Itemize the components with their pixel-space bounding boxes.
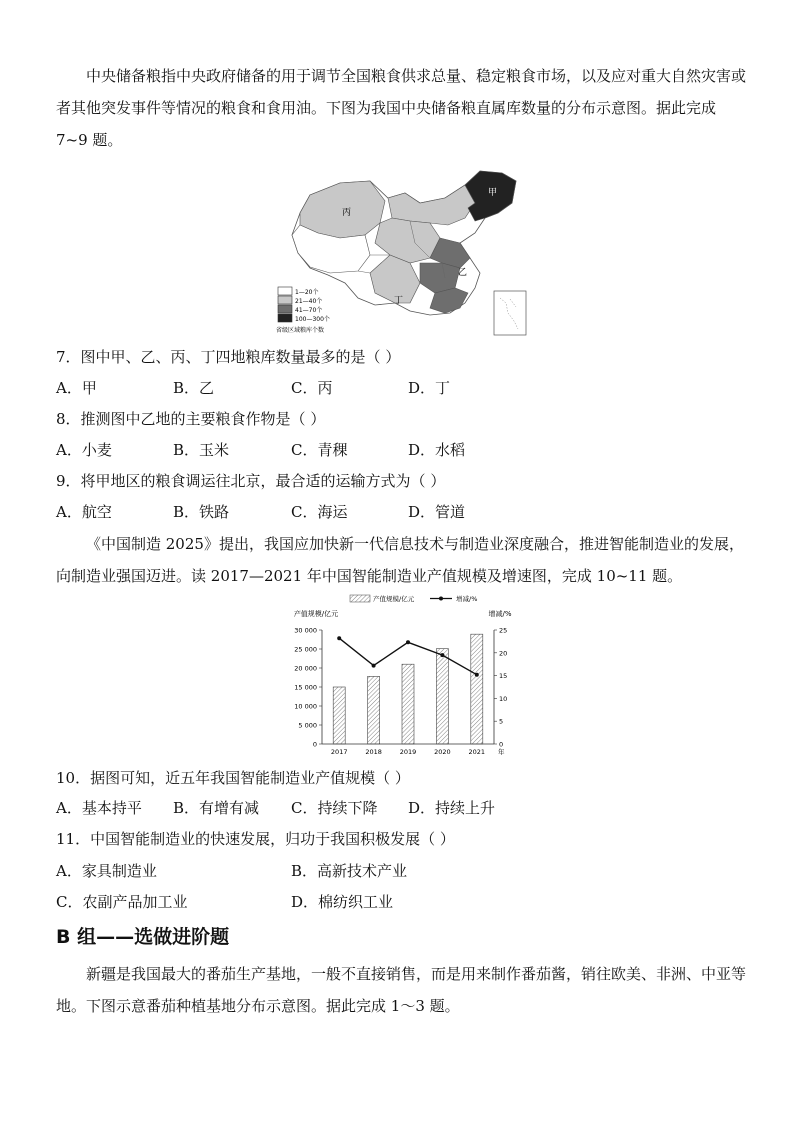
legend-bar-label: 产值规模/亿元	[373, 595, 415, 603]
legend-label-1: 1—20个	[295, 289, 319, 296]
section-b-paragraph: 新疆是我国最大的番茄生产基地，一般不直接销售，而是用来制作番茄酱，销往欧美、非洲、中亚等地。下图示意番茄种植基地分布示意图。据此完成 1～3 题。	[56, 965, 747, 1015]
y-axis-title-right: 增减/%	[488, 610, 512, 618]
q8-option-b[interactable]: B．玉米	[173, 441, 230, 459]
q9-option-c[interactable]: C．海运	[291, 503, 348, 521]
y-tick-label-left: 10 000	[294, 702, 317, 711]
x-tick-label: 2020	[434, 748, 451, 756]
map-legend	[276, 287, 330, 334]
q11-option-b[interactable]: B．高新技术产业	[291, 862, 408, 880]
x-tick-label: 2021	[468, 748, 486, 756]
q7-option-c[interactable]: C．丙	[291, 379, 333, 397]
q8-option-a[interactable]: A．小麦	[56, 441, 112, 459]
q8-option-c[interactable]: C．青稞	[291, 441, 348, 459]
bar-2019	[402, 664, 414, 744]
y-tick-label-right: 0	[499, 740, 504, 749]
y-axis-title-left: 产值规模/亿元	[293, 610, 339, 618]
bar-2021	[471, 634, 483, 744]
legend-swatch-1	[278, 287, 292, 295]
region-north	[388, 185, 475, 225]
label-ding: 丁	[394, 296, 404, 306]
question-11-stem: 11．中国智能制造业的快速发展，归功于我国积极发展（ ）	[56, 830, 455, 848]
growth-point-2018	[372, 664, 376, 668]
q7-option-a[interactable]: A．甲	[56, 379, 97, 397]
question-8-stem: 8．推测图中乙地的主要粮食作物是（ ）	[56, 410, 326, 428]
china-map-svg	[270, 163, 532, 340]
q7-option-b[interactable]: B．乙	[173, 379, 215, 397]
legend-caption: 省级区域粮库个数	[276, 327, 325, 334]
section-b-heading: B 组——选做进阶题	[56, 926, 230, 948]
label-jia: 甲	[488, 188, 498, 198]
intro-paragraph-grain-reserve: 中央储备粮指中央政府储备的用于调节全国粮食供求总量、稳定粮食市场，以及应对重大自然灾害或者其他突发事件等情况的粮食和食用油。下图为我国中央储备粮直属库数量的分布示意图。据此完成 7~9 题。	[56, 67, 747, 149]
legend-line-label: 增减/%	[456, 595, 478, 603]
y-tick-label-right: 15	[499, 672, 508, 681]
legend-label-4: 100—300个	[295, 316, 330, 323]
legend-line-marker	[439, 597, 443, 601]
legend-swatch-3	[278, 305, 292, 313]
legend-bar-swatch	[350, 595, 370, 602]
q9-option-b[interactable]: B．铁路	[173, 503, 230, 521]
y-tick-label-left: 0	[312, 740, 317, 749]
growth-point-2020	[440, 653, 444, 657]
south-sea-inset	[494, 291, 526, 335]
grain-depot-map	[270, 163, 532, 340]
y-tick-label-left: 20 000	[294, 664, 317, 673]
q9-option-a[interactable]: A．航空	[56, 503, 112, 521]
question-10-stem: 10．据图可知，近五年我国智能制造业产值规模（ ）	[56, 769, 410, 787]
smart-manufacturing-chart	[280, 592, 520, 762]
q10-option-c[interactable]: C．持续下降	[291, 799, 378, 817]
x-tick-label: 2017	[330, 748, 348, 756]
y-tick-label-left: 25 000	[294, 645, 317, 654]
q11-option-c[interactable]: C．农副产品加工业	[56, 893, 188, 911]
y-tick-label-left: 5 000	[298, 721, 317, 730]
legend-label-2: 21—40个	[295, 298, 323, 305]
chart-svg	[280, 592, 520, 762]
y-tick-label-right: 20	[499, 649, 508, 658]
q7-option-d[interactable]: D．丁	[408, 379, 451, 397]
bar-2020	[436, 649, 448, 744]
growth-point-2021	[475, 673, 479, 677]
q11-option-a[interactable]: A．家具制造业	[56, 862, 157, 880]
label-yi: 乙	[458, 268, 468, 278]
legend-swatch-4	[278, 314, 292, 322]
growth-point-2017	[337, 636, 341, 640]
q11-option-d[interactable]: D．棉纺织工业	[291, 893, 394, 911]
y-tick-label-left: 15 000	[294, 683, 317, 692]
label-jia-west: 丙	[342, 208, 352, 218]
question-7-stem: 7．图中甲、乙、丙、丁四地粮库数量最多的是（ ）	[56, 348, 401, 366]
question-9-stem: 9．将甲地区的粮食调运往北京，最合适的运输方式为（ ）	[56, 472, 446, 490]
y-tick-label-left: 30 000	[294, 626, 317, 635]
bar-2017	[333, 687, 345, 744]
y-tick-label-right: 25	[499, 626, 508, 635]
y-tick-label-right: 5	[499, 717, 504, 726]
x-tick-label: 2019	[399, 748, 417, 756]
growth-point-2019	[406, 640, 410, 644]
x-axis-unit: 年	[498, 748, 505, 756]
y-tick-label-right: 10	[499, 694, 508, 703]
q8-option-d[interactable]: D．水稻	[408, 441, 466, 459]
x-tick-label: 2018	[365, 748, 382, 756]
q10-option-d[interactable]: D．持续上升	[408, 799, 496, 817]
legend-swatch-2	[278, 296, 292, 304]
bar-2018	[368, 676, 380, 744]
q10-option-b[interactable]: B．有增有减	[173, 799, 260, 817]
q9-option-d[interactable]: D．管道	[408, 503, 466, 521]
legend-label-3: 41—70个	[295, 307, 323, 314]
intro-paragraph-smart-manufacturing: 《中国制造 2025》提出，我国应加快新一代信息技术与制造业深度融合，推进智能制造业的发展，向制造业强国迈进。读 2017—2021 年中国智能制造业产值规模及增速图，完成 10~11 题。	[56, 535, 744, 585]
q10-option-a[interactable]: A．基本持平	[56, 799, 142, 817]
